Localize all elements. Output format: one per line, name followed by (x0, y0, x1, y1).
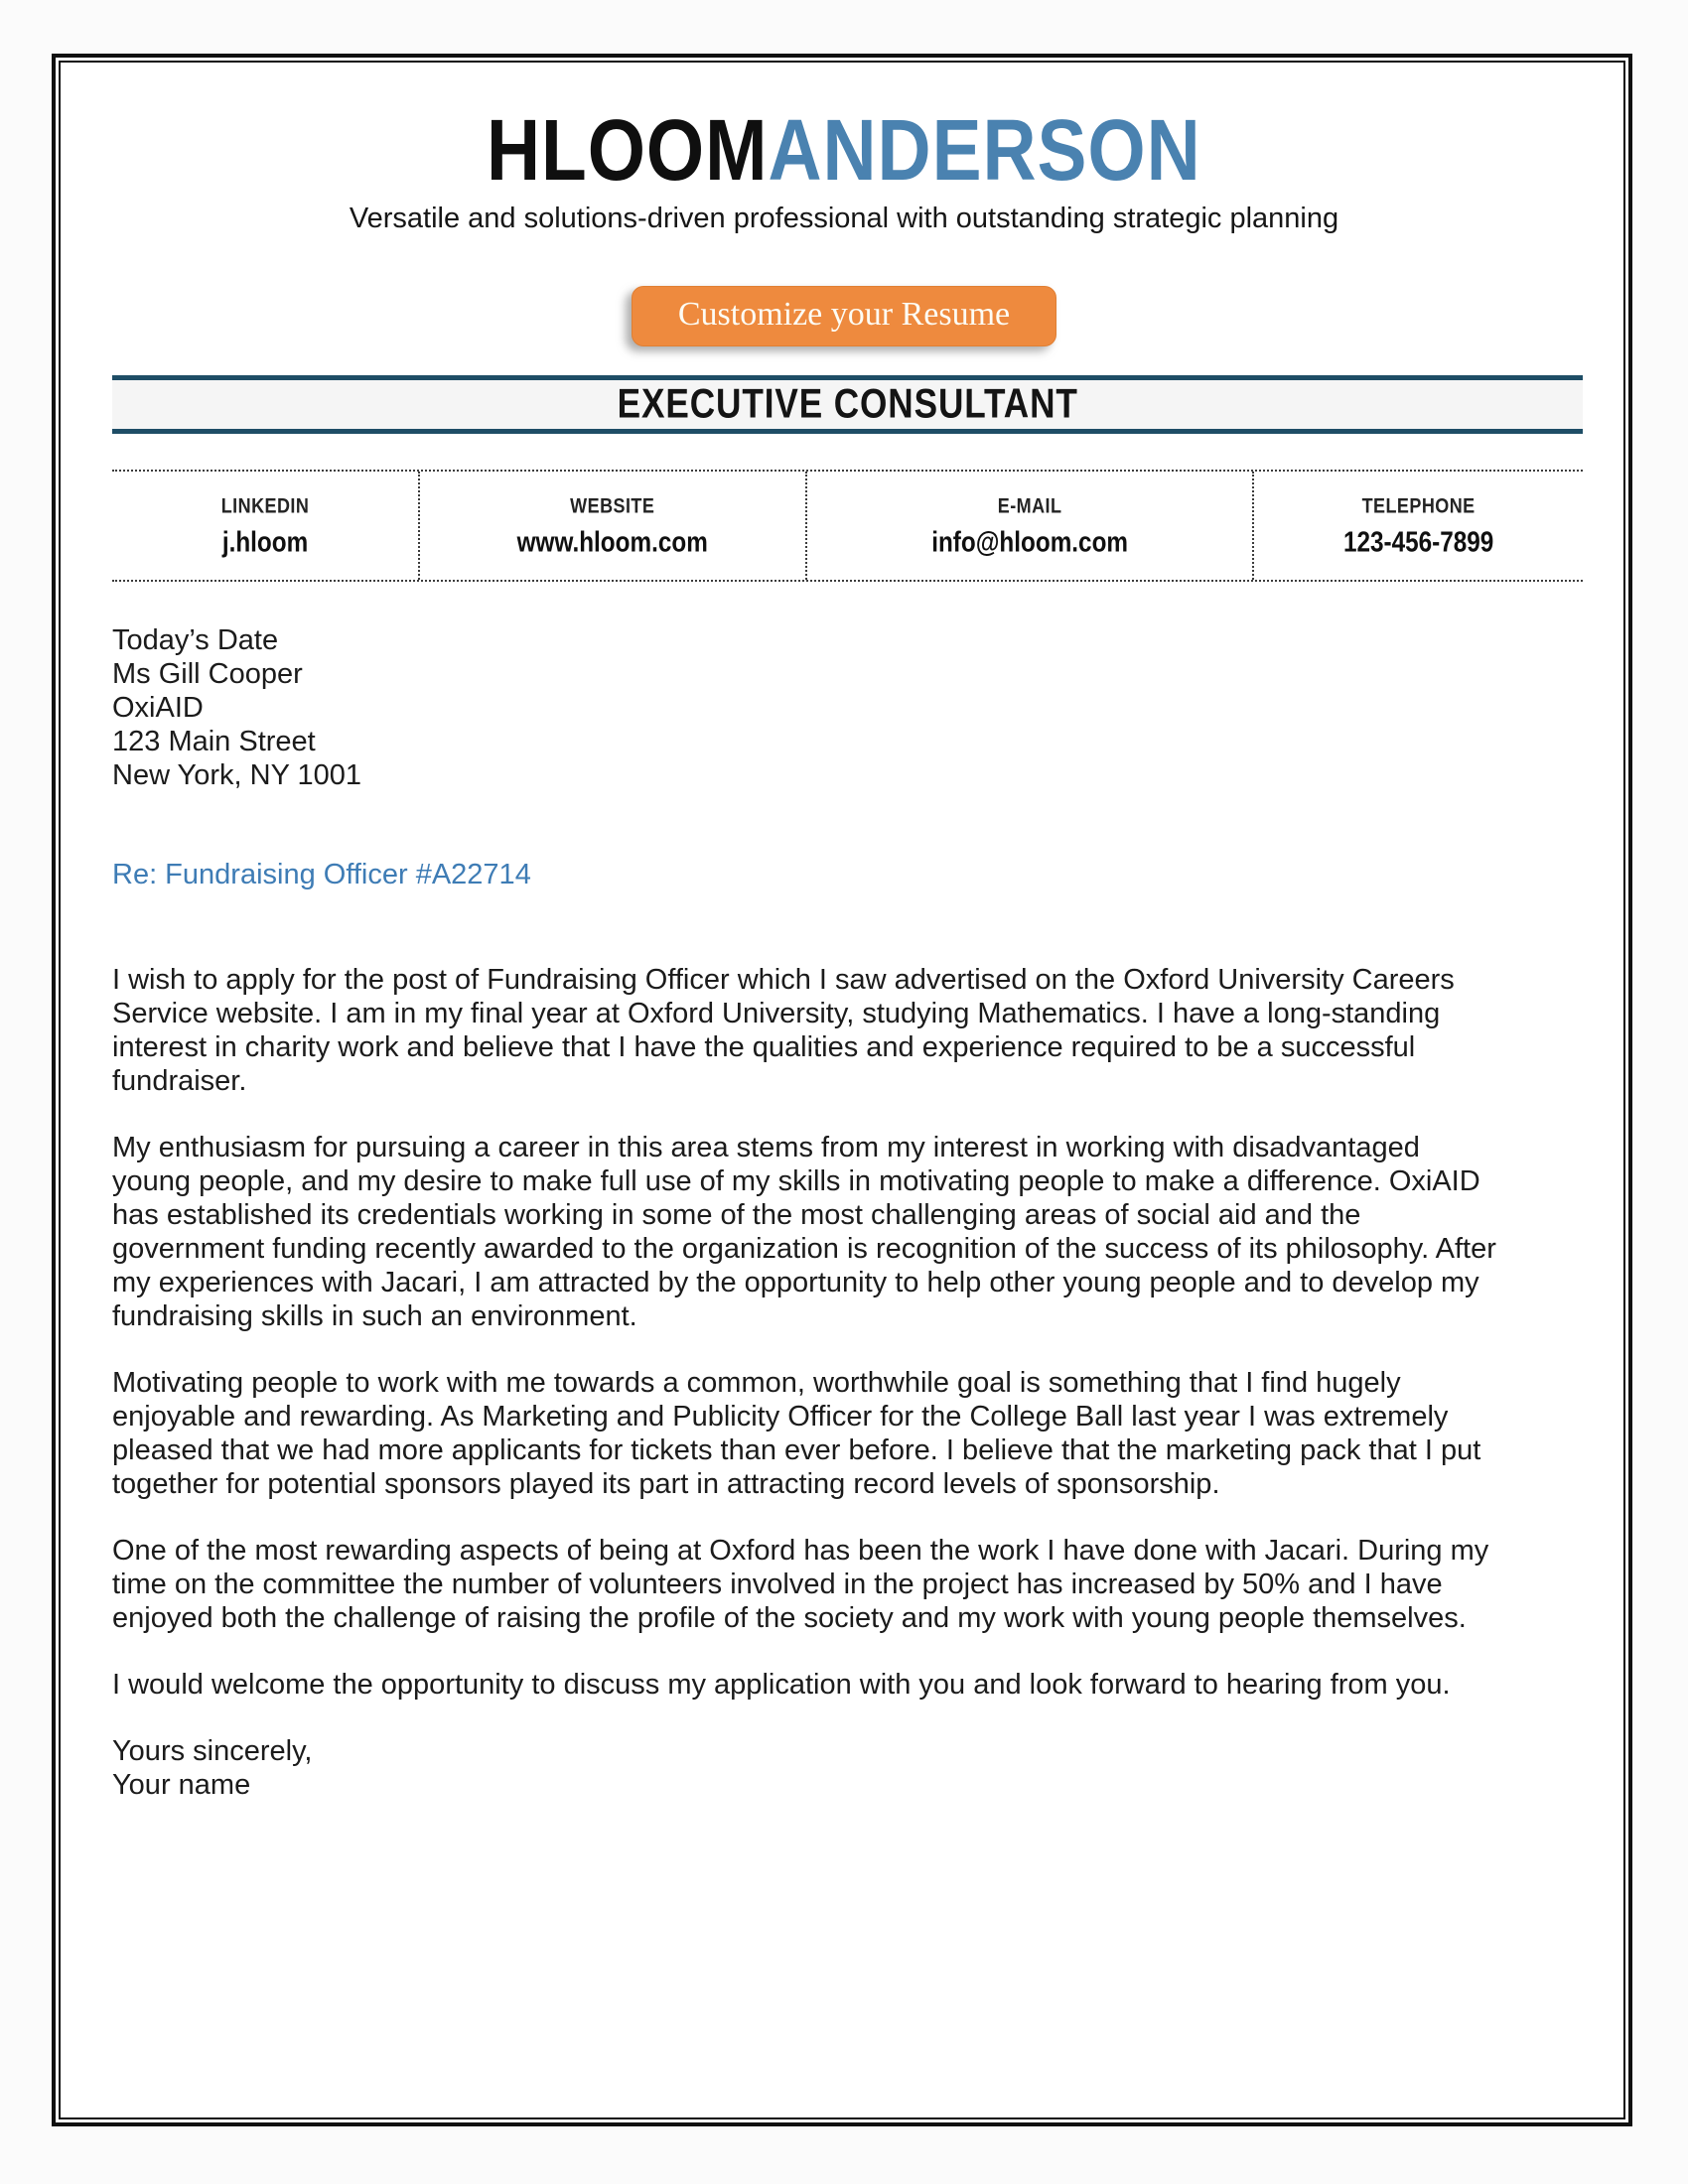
brand-name-black: HLOOM (487, 100, 769, 200)
contact-label-website: WEBSITE (570, 494, 655, 518)
recipient-line-street: 123 Main Street (112, 726, 316, 757)
recipient-line-name: Ms Gill Cooper (112, 658, 303, 690)
job-title: EXECUTIVE CONSULTANT (617, 380, 1078, 428)
customize-resume-button[interactable]: Customize your Resume (632, 286, 1056, 346)
tagline: Versatile and solutions-driven professional with outstanding strategic planning (349, 203, 1339, 234)
contact-label-email: E-MAIL (997, 494, 1061, 518)
letter-paragraph-4: One of the most rewarding aspects of being at Oxford has been the work I have done with Jacari. During my time on the committee the number of volunteers involved in the project has increased by 50% and I have enjoyed both the challenge of raising the profile of the society and my work with young people themselves. (112, 1535, 1489, 1634)
brand-name-blue: ANDERSON (768, 100, 1201, 200)
recipient-line-date: Today’s Date (112, 624, 279, 656)
recipient-line-city: New York, NY 1001 (112, 759, 361, 791)
brand-header (0, 100, 1688, 200)
contact-cell-telephone (1252, 472, 1583, 580)
contact-cell-email (805, 472, 1252, 580)
closing-line-signoff: Yours sincerely, (112, 1735, 313, 1767)
contact-value-linkedin: j.hloom (221, 526, 309, 558)
cta-container (0, 286, 1688, 346)
letter-paragraph-3: Motivating people to work with me towards a common, worthwhile goal is something that I find hugely enjoyable and rewarding. As Marketing and Publicity Officer for the College Ball last year I was extremely pleased that we had more applicants for tickets than ever before. I believe that the marketing pack that I put together for potential sponsors played its part in attracting record levels of sponsorship. (112, 1367, 1481, 1500)
contact-label-linkedin: LINKEDIN (220, 494, 310, 518)
contact-strip (112, 470, 1583, 582)
closing-line-name: Your name (112, 1769, 251, 1801)
contact-cell-website (418, 472, 805, 580)
job-title-bar (112, 375, 1583, 434)
contact-value-website: www.hloom.com (516, 526, 708, 558)
letter-paragraph-2: My enthusiasm for pursuing a career in this area stems from my interest in working with disadvantaged young people, and my desire to make full use of my skills in motivating people to make a difference. OxiAID has established its credentials working in some of the most challenging areas of social aid and the government funding recently awarded to the organization is recognition of the success of its philosophy. After my experiences with Jacari, I am attracted by the opportunity to help other young people and to develop my fundraising skills in such an environment. (112, 1132, 1496, 1332)
letter-body (112, 623, 1504, 1802)
contact-value-email: info@hloom.com (930, 526, 1128, 558)
recipient-block (112, 623, 1504, 792)
letter-paragraph-1: I wish to apply for the post of Fundraising Officer which I saw advertised on the Oxford University Careers Service website. I am in my final year at Oxford University, studying Mathematics. I have a long-standing interest in charity work and believe that I have the qualities and experience required to be a successful fundraiser. (112, 964, 1455, 1097)
subject-line: Re: Fundraising Officer #A22714 (112, 859, 531, 890)
letter-paragraph-5: I would welcome the opportunity to discuss my application with you and look forward to hearing from you. (112, 1669, 1451, 1701)
brand-name (487, 100, 1201, 200)
closing-block (112, 1734, 1504, 1802)
contact-label-telephone: TELEPHONE (1361, 494, 1476, 518)
recipient-line-organization: OxiAID (112, 692, 204, 724)
contact-value-telephone: 123-456-7899 (1342, 526, 1494, 558)
contact-cell-linkedin (112, 472, 418, 580)
